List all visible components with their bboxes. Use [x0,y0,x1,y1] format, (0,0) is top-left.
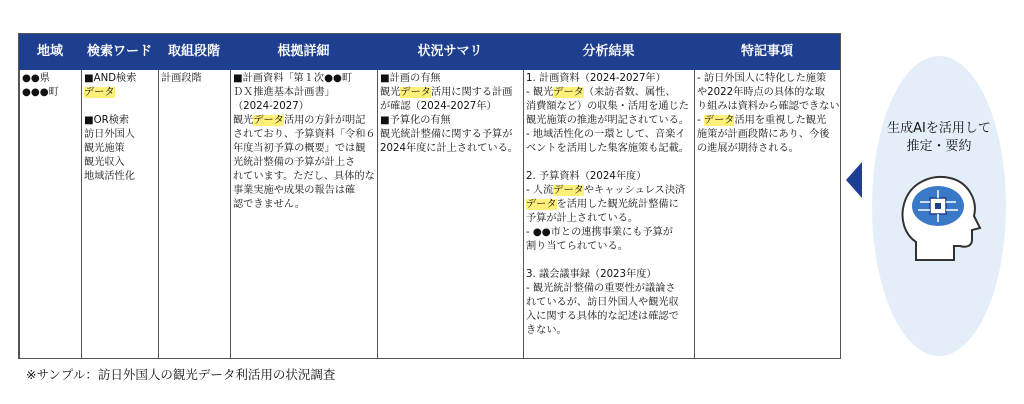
cell-line [526,254,692,268]
cell-line: 地域活性化 [84,171,135,182]
cell-line: 観光収入 [84,157,125,168]
line-prefix: - [697,115,704,126]
cell-notes [694,70,840,358]
analysis-table [18,33,841,359]
cell-line: が確認（2024-2027年） [380,101,497,112]
cell-line: 入に関する具体的な記述は確認で [526,311,679,322]
line-suffix: やキャッシュレス決済 [583,185,686,196]
cell-line: ■AND検索 [84,73,137,84]
cell-line: 1. 計画資料（2024-2027年） [526,73,666,84]
line-suffix: 活用に関する計画 [430,87,513,98]
header-analysis: 分析結果 [582,44,635,59]
highlight-keyword: データ [253,115,284,126]
cell-line: ■計画の有無 [380,73,441,84]
highlight-keyword: データ [400,87,431,98]
cell-line [84,86,156,100]
line-prefix: 観光 [380,87,401,98]
header-notes: 特記事項 [740,44,793,59]
cell-line: - 訪日外国人に特化した施策 [697,73,827,84]
cell-line: 観光施策 [84,143,125,154]
cell-line: 施策が計画段階にあり、今後 [697,129,830,140]
cell-line: 消費額など）の収集・活用を通じた [526,101,689,112]
cell-line: 2. 予算資料（2024年度） [526,171,647,182]
cell-line [526,198,692,212]
cell-line [526,184,692,198]
cell-line: 事業実施や成果の報告は確 [233,185,356,196]
cell-line: 3. 議会議事録（2023年度） [526,269,657,280]
cell-line: ＤＸ推進基本計画書」 [233,87,335,98]
cell-summary [377,70,523,358]
header-region: 地域 [36,44,63,59]
line-suffix: 活用を重視した観光 [734,115,827,126]
cell-region: ●●県 ●●●町 [19,70,81,358]
cell-line: 訪日外国人 [84,129,135,140]
header-summary: 状況サマリ [417,44,483,59]
line-prefix: - 人流 [526,185,554,196]
ai-brain-head-icon [896,170,982,262]
table-header [19,34,840,70]
line-prefix: - 観光 [526,87,554,98]
cell-line: - ●●市との連携事業にも予算が [526,227,673,238]
cell-line [526,86,692,100]
cell-line: 年度当初予算の概要」では観 [233,143,366,154]
header-keywords: 検索ワード [86,44,152,59]
cell-line: や2022年時点の具体的な取 [697,87,825,98]
cell-line: - 地域活性化の一環として、音楽イ [526,129,686,140]
highlight-keyword: データ [553,87,584,98]
cell-line: の進展が期待される。 [697,143,799,154]
cell-line [84,100,156,114]
highlight-keyword: データ [553,185,584,196]
cell-line: きない。 [526,325,567,336]
cell-basis [230,70,377,358]
cell-line: 予算が計上されている。 [526,213,639,224]
line-suffix: （来訪者数、属性、 [583,87,676,98]
cell-line: れているが、訪日外国人や観光収 [526,297,679,308]
cell-line [697,114,838,128]
ai-label-line2: 推定・要約 [906,139,972,154]
cell-line: 観光統計整備に関する予算が [380,129,513,140]
highlight-keyword: データ [526,199,557,210]
cell-line: 観光施策の推進が明記されている。 [526,115,689,126]
cell-line: （2024-2027） [233,101,309,112]
highlight-keyword: データ [703,115,735,126]
cell-stage: 計画段階 [158,70,230,358]
footnote: ※サンプル：訪日外国人の観光データ利活用の状況調査 [26,367,336,382]
cell-line: されており、予算資料「令和６ [233,129,376,140]
ai-label [872,120,1006,156]
cell-line [380,86,521,100]
cell-line: 2024年度に計上されている。 [380,143,518,154]
cell-line: 割り当てられている。 [526,241,628,252]
cell-line: 光統計整備の予算が計上さ [233,157,356,168]
cell-line: ベントを活用した集客施策も記載。 [526,143,689,154]
cell-line: - 観光統計整備の重要性が議論さ [526,283,676,294]
line-prefix: 観光 [233,115,254,126]
cell-line: れています。ただし、具体的な [233,171,375,182]
cell-line: ■計画資料「第１次●●町 [233,73,353,84]
line-suffix: 活用の方針が明記 [283,115,366,126]
ai-label-line1: 生成AIを活用して [887,121,991,136]
cell-keywords [81,70,158,358]
cell-line: 認できません。 [233,199,305,210]
cell-line: り組みは資料から確認できない [697,101,840,112]
header-basis: 根拠詳細 [277,44,330,59]
cell-line [526,156,692,170]
highlight-keyword: データ [84,87,115,98]
header-stage: 取組段階 [167,44,220,59]
cell-line: ■OR検索 [84,115,130,126]
chevron-left-icon [846,162,862,198]
cell-analysis [523,70,694,358]
line-suffix: を活用した観光統計整備に [556,199,679,210]
cell-line: ■予算化の有無 [380,115,451,126]
cell-line [233,114,375,128]
